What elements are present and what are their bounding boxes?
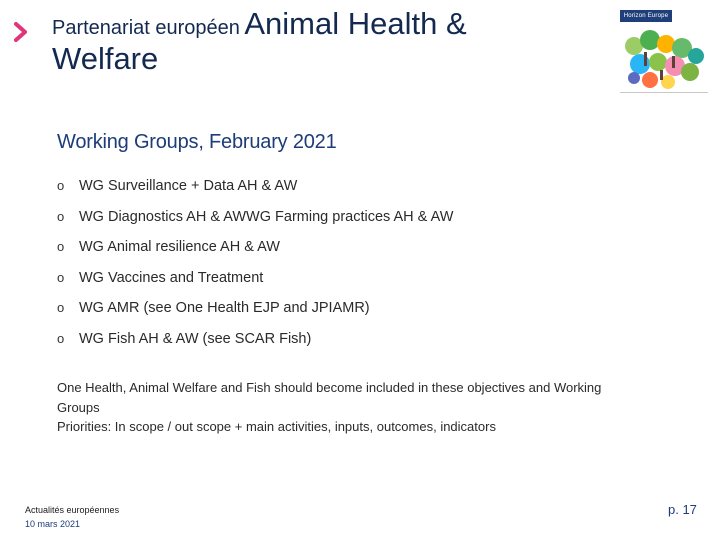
title-main: Animal Health & bbox=[244, 6, 467, 41]
note-line: Priorities: In scope / out scope + main activities, inputs, outcomes, indicators bbox=[57, 419, 496, 434]
list-item-text: WG Vaccines and Treatment bbox=[79, 269, 264, 286]
footer bbox=[25, 503, 119, 531]
chevron-right-icon bbox=[10, 21, 32, 43]
bullet-marker: o bbox=[57, 178, 65, 193]
list-item bbox=[57, 239, 453, 270]
title-line-2: Welfare bbox=[52, 40, 159, 76]
note-line: Groups bbox=[57, 399, 100, 415]
list-item-text: WG AMR (see One Health EJP and JPIAMR) bbox=[79, 300, 370, 316]
bullet-marker: o bbox=[57, 330, 65, 346]
list-item-text: WG Fish AH & AW (see SCAR Fish) bbox=[79, 330, 312, 347]
list-item bbox=[57, 331, 453, 362]
list-item bbox=[57, 209, 453, 240]
page-number: p. 17 bbox=[668, 502, 697, 517]
list-item-text: WG Diagnostics AH & AWWG Farming practices AH & AW bbox=[79, 208, 454, 225]
page-title bbox=[52, 8, 592, 75]
list-item bbox=[57, 178, 453, 209]
logo-illustration-icon bbox=[620, 26, 710, 90]
horizon-europe-logo bbox=[620, 8, 710, 93]
logo-badge: Horizon Europe bbox=[620, 10, 672, 22]
list-item-text: WG Animal resilience AH & AW bbox=[79, 239, 280, 255]
bullet-marker: o bbox=[57, 239, 65, 254]
note-line: One Health, Animal Welfare and Fish should become included in these objectives and Working bbox=[57, 380, 602, 395]
bullet-marker: o bbox=[57, 269, 65, 285]
bullet-marker: o bbox=[57, 208, 65, 224]
working-groups-list bbox=[57, 178, 453, 361]
list-item bbox=[57, 270, 453, 301]
title-prefix: Partenariat européen bbox=[52, 17, 240, 39]
list-item-text: WG Surveillance + Data AH & AW bbox=[79, 178, 298, 194]
footer-label: Actualités européennes bbox=[25, 505, 120, 515]
list-item bbox=[57, 300, 453, 331]
section-subtitle: Working Groups, February 2021 bbox=[57, 131, 337, 153]
logo-divider bbox=[620, 92, 708, 93]
footer-date: 10 mars 2021 bbox=[25, 519, 81, 529]
notes-paragraph bbox=[57, 378, 697, 437]
bullet-marker: o bbox=[57, 300, 65, 315]
